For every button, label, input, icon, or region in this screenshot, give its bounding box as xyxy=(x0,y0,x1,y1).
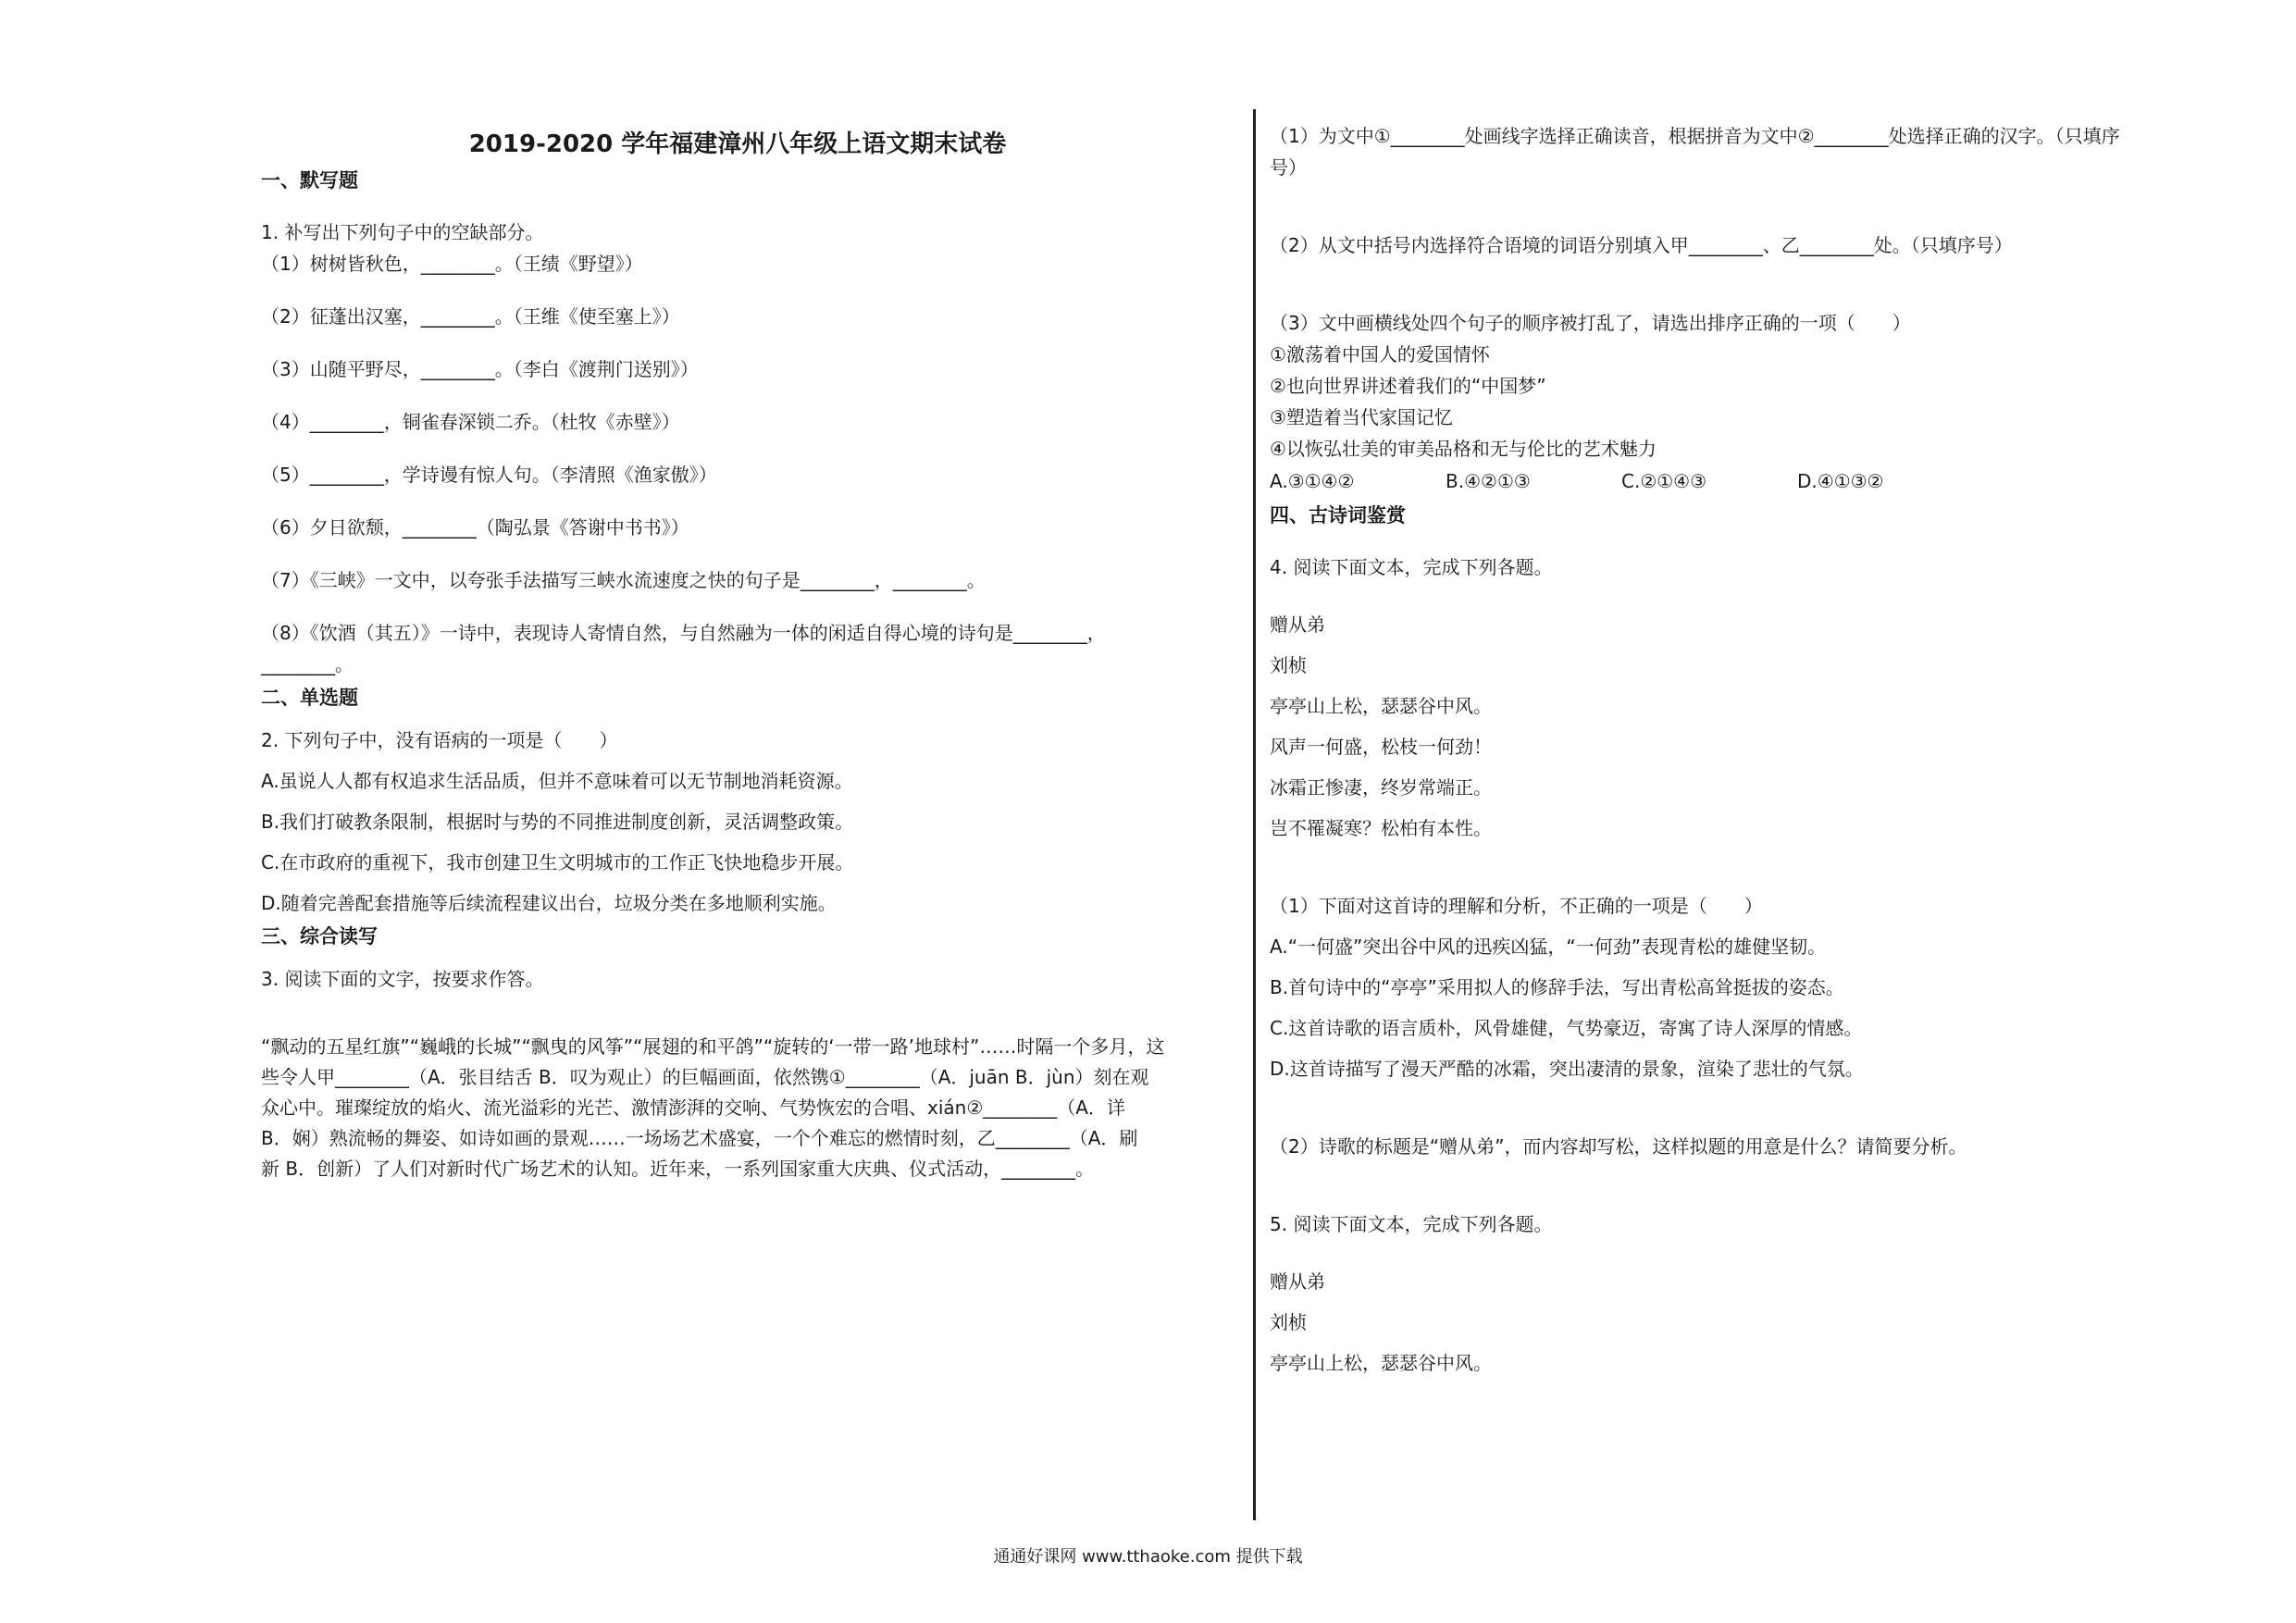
option-c: C.②①④③ xyxy=(1621,470,1707,492)
option-b: B.④②①③ xyxy=(1446,470,1531,492)
question-1: 1. 补写出下列句子中的空缺部分。 xyxy=(261,221,544,243)
poem-line: 冰霜正惨凄，终岁常端正。 xyxy=(1270,776,1492,799)
q3-sub-3-item: ④以恢弘壮美的审美品格和无与伦比的艺术魅力 xyxy=(1270,438,1657,460)
q4-1-option: B.首句诗中的“亭亭”采用拟人的修辞手法，写出青松高耸挺拔的姿态。 xyxy=(1270,976,1844,998)
section-heading-1: 一、默写题 xyxy=(261,169,358,192)
q1-item: （7）《三峡》一文中，以夸张手法描写三峡水流速度之快的句子是________，________。 xyxy=(261,569,986,591)
q1-item: ________。 xyxy=(261,653,354,675)
q1-item: （1）树树皆秋色，________。（王绩《野望》） xyxy=(261,253,643,275)
poem-line: 刘桢 xyxy=(1270,654,1307,676)
q3-sub-3-item: ②也向世界讲述着我们的“中国梦” xyxy=(1270,375,1546,397)
section-heading-2: 二、单选题 xyxy=(261,687,358,709)
q4-1-option: A.“一何盛”突出谷中风的迅疾凶猛，“一何劲”表现青松的雄健坚韧。 xyxy=(1270,935,1827,958)
q3-sub-1-cont: 号） xyxy=(1270,156,1307,179)
q2-option: A.虽说人人都有权追求生活品质，但并不意味着可以无节制地消耗资源。 xyxy=(261,770,853,792)
poem-2 xyxy=(1270,1266,2228,1379)
column-divider xyxy=(1253,109,1256,1520)
left-column xyxy=(261,102,1214,1184)
poem-line: 赠从弟 xyxy=(1270,1270,1325,1293)
question-4-1: （1）下面对这首诗的理解和分析，不正确的一项是（ ） xyxy=(1270,895,1763,917)
option-a: A.③①④② xyxy=(1270,470,1355,492)
q1-item: （5）________，学诗谩有惊人句。（李清照《渔家傲》） xyxy=(261,464,717,486)
section-heading-3: 三、综合读写 xyxy=(261,925,378,948)
q3-sub-2: （2）从文中括号内选择符合语境的词语分别填入甲________、乙________处。（只填序号） xyxy=(1270,234,2013,256)
poem-line: 岂不罹凝寒？松柏有本性。 xyxy=(1270,817,1492,839)
section-heading-4: 四、古诗词鉴赏 xyxy=(1270,504,1406,527)
q1-item: （4）________，铜雀春深锁二乔。（杜牧《赤壁》） xyxy=(261,411,680,433)
q3-sub-3-item: ③塑造着当代家国记忆 xyxy=(1270,406,1453,428)
question-5: 5. 阅读下面文本，完成下列各题。 xyxy=(1270,1213,1553,1235)
q1-item: （6）夕日欲颓，________（陶弘景《答谢中书书》） xyxy=(261,516,689,539)
poem-line: 亭亭山上松，瑟瑟谷中风。 xyxy=(1270,1352,1492,1374)
footer-credit: 通通好课网 www.tthaoke.com 提供下载 xyxy=(993,1547,1303,1567)
q4-1-option: C.这首诗歌的语言质朴，风骨雄健，气势豪迈，寄寓了诗人深厚的情感。 xyxy=(1270,1017,1863,1039)
question-4: 4. 阅读下面文本，完成下列各题。 xyxy=(1270,556,1553,578)
q2-option: C.在市政府的重视下，我市创建卫生文明城市的工作正飞快地稳步开展。 xyxy=(261,851,854,873)
question-4-2: （2）诗歌的标题是“赠从弟”，而内容却写松，这样拟题的用意是什么？请简要分析。 xyxy=(1270,1135,1967,1158)
option-d: D.④①③② xyxy=(1797,470,1884,492)
question-2: 2. 下列句子中，没有语病的一项是（ ） xyxy=(261,729,618,751)
q1-item: （2）征蓬出汉塞，________。（王维《使至塞上》） xyxy=(261,305,680,328)
poem-line: 亭亭山上松，瑟瑟谷中风。 xyxy=(1270,695,1492,717)
poem-line: 刘桢 xyxy=(1270,1311,1307,1333)
poem-line: 风声一何盛，松枝一何劲！ xyxy=(1270,736,1492,758)
q3-sub-3: （3）文中画横线处四个句子的顺序被打乱了，请选出排序正确的一项（ ） xyxy=(1270,312,1911,334)
poem-line: 赠从弟 xyxy=(1270,613,1325,636)
passage-line: “飘动的五星红旗”“巍峨的长城”“飘曳的风筝”“展翅的和平鸽”“旋转的‘一带一路’地球村”……时隔一个多月，这 xyxy=(261,1035,1165,1058)
page-title: 2019-2020 学年福建漳州八年级上语文期末试卷 xyxy=(468,130,1007,158)
passage-line: 众心中。璀璨绽放的焰火、流光溢彩的光芒、激情澎湃的交响、气势恢宏的合唱、xián②________（A．详 xyxy=(261,1096,1125,1119)
q4-1-option: D.这首诗描写了漫天严酷的冰霜，突出凄清的景象，渲染了悲壮的气氛。 xyxy=(1270,1058,1864,1080)
q2-option: B.我们打破教条限制，根据时与势的不同推进制度创新，灵活调整政策。 xyxy=(261,811,854,833)
q3-sub-3-options xyxy=(1270,465,2228,498)
q1-item: （3）山随平野尽，________。（李白《渡荆门送别》） xyxy=(261,358,699,380)
q2-option: D.随着完善配套措施等后续流程建议出台，垃圾分类在多地顺利实施。 xyxy=(261,892,837,914)
q1-item: （8）《饮酒（其五）》一诗中，表现诗人寄情自然，与自然融为一体的闲适自得心境的诗句是________， xyxy=(261,622,1106,644)
q3-sub-3-item: ①激荡着中国人的爱国情怀 xyxy=(1270,343,1490,365)
poem xyxy=(1270,609,2228,844)
passage-line: B．娴）熟流畅的舞姿、如诗如画的景观……一场场艺术盛宴，一个个难忘的燃情时刻，乙________（A．刷 xyxy=(261,1127,1138,1149)
question-3: 3. 阅读下面的文字，按要求作答。 xyxy=(261,968,544,990)
q3-passage xyxy=(261,1032,1214,1184)
passage-line: 些令人甲________（A．张目结舌 B．叹为观止）的巨幅画面，依然镌①________（A．juān B．jùn）刻在观 xyxy=(261,1066,1149,1088)
passage-line: 新 B．创新）了人们对新时代广场艺术的认知。近年来，一系列国家重大庆典、仪式活动，________。 xyxy=(261,1158,1095,1180)
right-column xyxy=(1270,102,2228,1379)
q3-sub-1: （1）为文中①________处画线字选择正确读音，根据拼音为文中②________处选择正确的汉字。（只填序 xyxy=(1270,125,2120,147)
